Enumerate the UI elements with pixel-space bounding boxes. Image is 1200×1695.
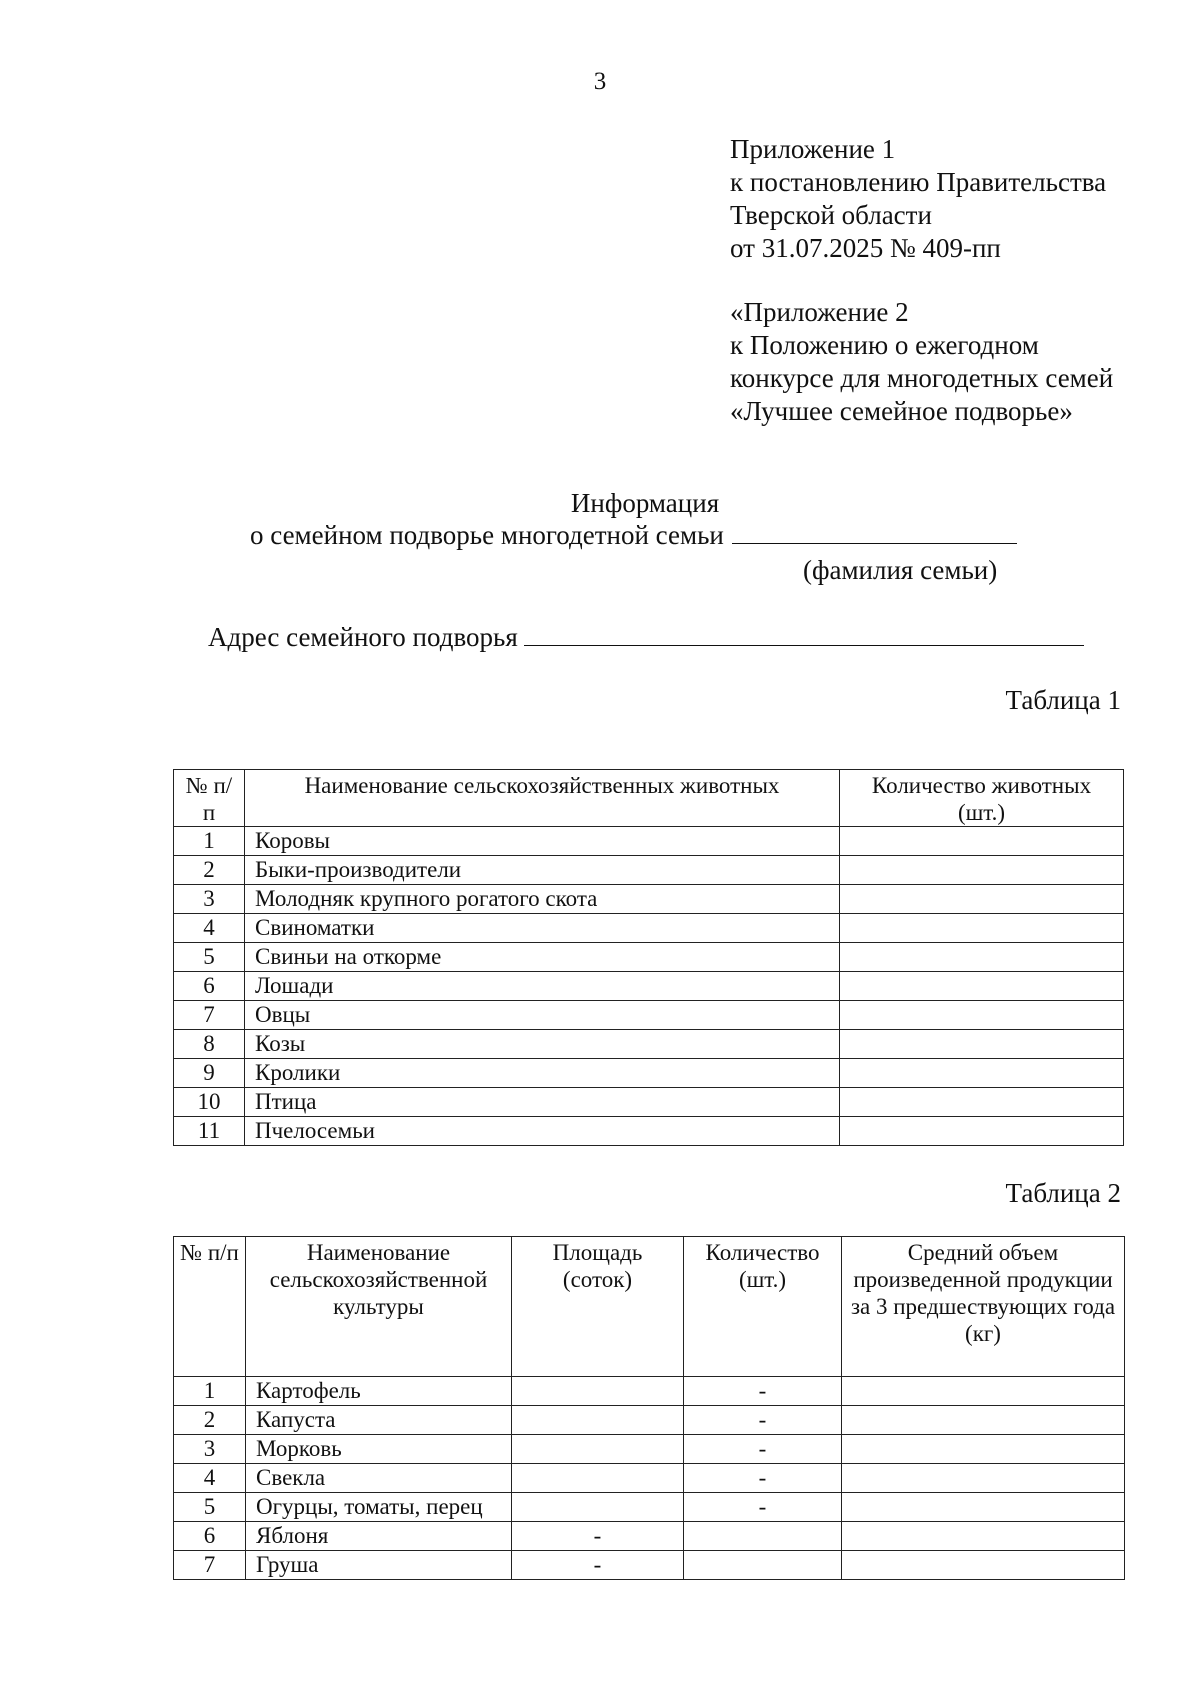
row-number: 11: [174, 1117, 245, 1146]
animal-name: Овцы: [245, 1001, 840, 1030]
crops-table-body: [174, 1377, 1125, 1580]
address-label: Адрес семейного подворья: [208, 622, 518, 652]
row-number: 1: [174, 827, 245, 856]
table-row: [174, 1059, 1124, 1088]
table-row: [174, 914, 1124, 943]
row-number: 6: [174, 972, 245, 1001]
row-number: 10: [174, 1088, 245, 1117]
appendix-1-line: к постановлению Правительства: [730, 167, 1107, 197]
crop-name: Капуста: [246, 1406, 512, 1435]
appendix-1-line: от 31.07.2025 № 409-пп: [730, 233, 1001, 263]
crop-volume-cell[interactable]: [842, 1406, 1125, 1435]
row-number: 1: [174, 1377, 246, 1406]
animal-quantity-cell[interactable]: [840, 885, 1124, 914]
animal-name: Пчелосемьи: [245, 1117, 840, 1146]
table-row: [174, 856, 1124, 885]
appendix-1-line: Тверской области: [730, 200, 932, 230]
animal-quantity-cell[interactable]: [840, 1001, 1124, 1030]
animal-quantity-cell[interactable]: [840, 914, 1124, 943]
crop-quantity-cell[interactable]: [684, 1522, 842, 1551]
row-number: 5: [174, 1493, 246, 1522]
table-row: [174, 972, 1124, 1001]
address-line: [208, 622, 1084, 653]
document-title: Информация: [570, 488, 720, 518]
row-number: 5: [174, 943, 245, 972]
address-blank[interactable]: [524, 644, 1084, 646]
animal-name: Козы: [245, 1030, 840, 1059]
subtitle-line: [250, 520, 1017, 551]
family-name-hint: (фамилия семьи): [803, 555, 998, 585]
table-row: [174, 1551, 1125, 1580]
crop-volume-cell[interactable]: [842, 1377, 1125, 1406]
table-row: [174, 1117, 1124, 1146]
table-row: [174, 827, 1124, 856]
crop-area-cell[interactable]: [512, 1377, 684, 1406]
row-number: 8: [174, 1030, 245, 1059]
animal-quantity-cell[interactable]: [840, 1059, 1124, 1088]
animal-quantity-cell[interactable]: [840, 1030, 1124, 1059]
crop-volume-cell[interactable]: [842, 1464, 1125, 1493]
crop-quantity-cell[interactable]: [684, 1551, 842, 1580]
animal-name: Лошади: [245, 972, 840, 1001]
table-row: [174, 1435, 1125, 1464]
table-1-header-qty: Количество животных (шт.): [840, 770, 1124, 827]
crop-volume-cell[interactable]: [842, 1551, 1125, 1580]
crop-quantity-cell[interactable]: -: [684, 1406, 842, 1435]
animal-quantity-cell[interactable]: [840, 1088, 1124, 1117]
crop-area-cell[interactable]: -: [512, 1551, 684, 1580]
crop-area-cell[interactable]: [512, 1464, 684, 1493]
table-1-header-name: Наименование сельскохозяйственных животных: [245, 770, 840, 827]
table-row: [174, 1001, 1124, 1030]
table-2-header-qty: Количество (шт.): [684, 1237, 842, 1377]
crop-area-cell[interactable]: [512, 1435, 684, 1464]
table-2-header-volume: Средний объем произведенной продукции за 3 предшествующих года (кг): [842, 1237, 1125, 1377]
row-number: 7: [174, 1551, 246, 1580]
table-row: [174, 943, 1124, 972]
animal-name: Свиноматки: [245, 914, 840, 943]
animal-name: Свиньи на откорме: [245, 943, 840, 972]
appendix-2-line: «Приложение 2: [730, 297, 909, 327]
row-number: 4: [174, 1464, 246, 1493]
animal-name: Птица: [245, 1088, 840, 1117]
animal-quantity-cell[interactable]: [840, 972, 1124, 1001]
animal-name: Коровы: [245, 827, 840, 856]
crop-name: Свекла: [246, 1464, 512, 1493]
table-row: [174, 1030, 1124, 1059]
row-number: 9: [174, 1059, 245, 1088]
appendix-2-line: «Лучшее семейное подворье»: [730, 396, 1073, 426]
crop-name: Яблоня: [246, 1522, 512, 1551]
appendix-2-block: [730, 296, 1113, 428]
crop-area-cell[interactable]: [512, 1406, 684, 1435]
appendix-1-block: [730, 133, 1106, 265]
appendix-1-line: Приложение 1: [730, 134, 896, 164]
subtitle-text: о семейном подворье многодетной семьи: [250, 520, 724, 550]
crop-area-cell[interactable]: [512, 1493, 684, 1522]
table-2-caption: Таблица 2: [1005, 1178, 1121, 1208]
crop-quantity-cell[interactable]: -: [684, 1493, 842, 1522]
animal-name: Кролики: [245, 1059, 840, 1088]
livestock-table-body: [174, 827, 1124, 1146]
animal-quantity-cell[interactable]: [840, 943, 1124, 972]
table-row: [174, 1493, 1125, 1522]
table-row: [174, 1406, 1125, 1435]
table-1-header-num: № п/п: [174, 770, 245, 827]
appendix-2-line: конкурсе для многодетных семей: [730, 363, 1114, 393]
appendix-2-line: к Положению о ежегодном: [730, 330, 1039, 360]
row-number: 2: [174, 856, 245, 885]
animal-name: Быки-производители: [245, 856, 840, 885]
table-row: [174, 1377, 1125, 1406]
row-number: 3: [174, 885, 245, 914]
family-name-blank[interactable]: [732, 542, 1017, 544]
table-2-header-area: Площадь (соток): [512, 1237, 684, 1377]
crop-quantity-cell[interactable]: -: [684, 1435, 842, 1464]
animal-name: Молодняк крупного рогатого скота: [245, 885, 840, 914]
table-row: [174, 1522, 1125, 1551]
crop-name: Огурцы, томаты, перец: [246, 1493, 512, 1522]
crop-quantity-cell[interactable]: -: [684, 1377, 842, 1406]
livestock-table: [173, 769, 1124, 1146]
table-row: [174, 1464, 1125, 1493]
crop-quantity-cell[interactable]: -: [684, 1464, 842, 1493]
crop-volume-cell[interactable]: [842, 1522, 1125, 1551]
table-row: [174, 885, 1124, 914]
crop-name: Картофель: [246, 1377, 512, 1406]
crop-volume-cell[interactable]: [842, 1493, 1125, 1522]
crop-name: Морковь: [246, 1435, 512, 1464]
table-row: [174, 1088, 1124, 1117]
animal-quantity-cell[interactable]: [840, 856, 1124, 885]
row-number: 2: [174, 1406, 246, 1435]
crop-name: Груша: [246, 1551, 512, 1580]
row-number: 7: [174, 1001, 245, 1030]
animal-quantity-cell[interactable]: [840, 1117, 1124, 1146]
animal-quantity-cell[interactable]: [840, 827, 1124, 856]
row-number: 6: [174, 1522, 246, 1551]
table-2-header-num: № п/п: [174, 1237, 246, 1377]
row-number: 3: [174, 1435, 246, 1464]
crop-area-cell[interactable]: -: [512, 1522, 684, 1551]
crops-table: [173, 1236, 1125, 1580]
table-2-header-name: Наименование сельскохозяйственной культуры: [246, 1237, 512, 1377]
table-1-caption: Таблица 1: [1005, 685, 1121, 715]
row-number: 4: [174, 914, 245, 943]
page-number: 3: [593, 68, 607, 95]
crop-volume-cell[interactable]: [842, 1435, 1125, 1464]
